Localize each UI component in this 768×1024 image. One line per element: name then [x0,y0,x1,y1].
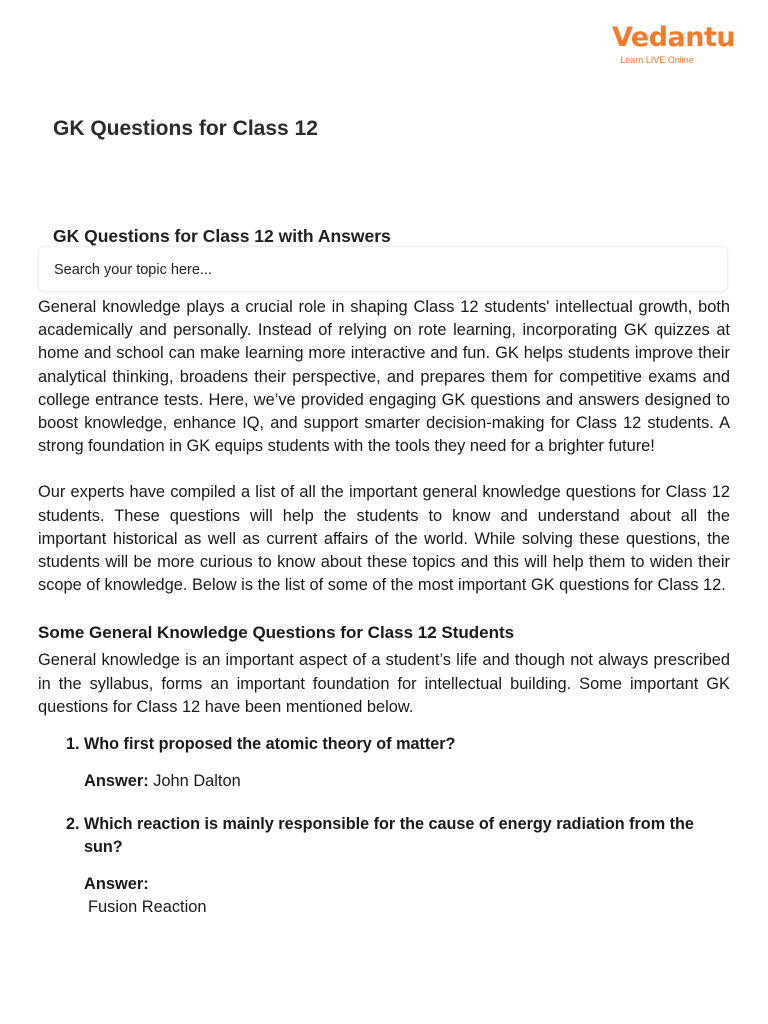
logo-wordmark: Vedantu [612,22,736,53]
answer [84,873,730,919]
intro-paragraph: General knowledge plays a crucial role in shaping Class 12 students' intellectual growth, both academically and personally. Instead of relying on rote learning, incorporating GK quizzes at home and school can make learning more interactive and fun. GK helps students improve their analytical thinking, broadens their perspective, and prepares them for competitive exams and college entrance tests. Here, we’ve provided engaging GK questions and answers designed to boost knowledge, enhance IQ, and support smarter decision-making for Class 12 students. A strong foundation in GK equips students with the tools they need for a brighter future! [38,298,730,456]
answer [84,770,730,793]
question-text: Which reaction is mainly responsible for the cause of energy radiation from the sun? [84,815,694,857]
article-body [38,296,730,939]
experts-paragraph: Our experts have compiled a list of all the important general knowledge questions for Class 12 students. These questions will help the students to know and understand about all the important historical as well as current affairs of the world. While solving these questions, the students will be more curious to know about these topics and this will help them to widen their scope of knowledge. Below is the list of some of the most important GK questions for Class 12. [38,483,730,595]
vedantu-logo[interactable] [612,22,736,65]
logo-tagline: Learn LIVE Online [620,55,694,65]
question-list [38,733,730,919]
answer-text: Fusion Reaction [88,898,207,917]
page-title: GK Questions for Class 12 [53,117,318,140]
answer-label: Answer: [84,875,149,894]
sub-heading: Some General Knowledge Questions for Class 12 Students [38,623,515,643]
question-text: Who first proposed the atomic theory of matter? [84,735,456,754]
section-title: GK Questions for Class 12 with Answers [53,226,391,246]
search-input[interactable]: Search your topic here... [38,246,728,292]
list-item [38,733,730,793]
answer-text: John Dalton [153,772,241,791]
question-number: 2. [66,815,80,834]
list-item [38,813,730,919]
question-number: 1. [66,735,80,754]
sub-paragraph: General knowledge is an important aspect of a student’s life and though not always prescribed in the syllabus, forms an important foundation for intellectual building. Some important GK questions for Class 12 have been mentioned below. [38,651,730,716]
answer-label: Answer: [84,772,149,791]
